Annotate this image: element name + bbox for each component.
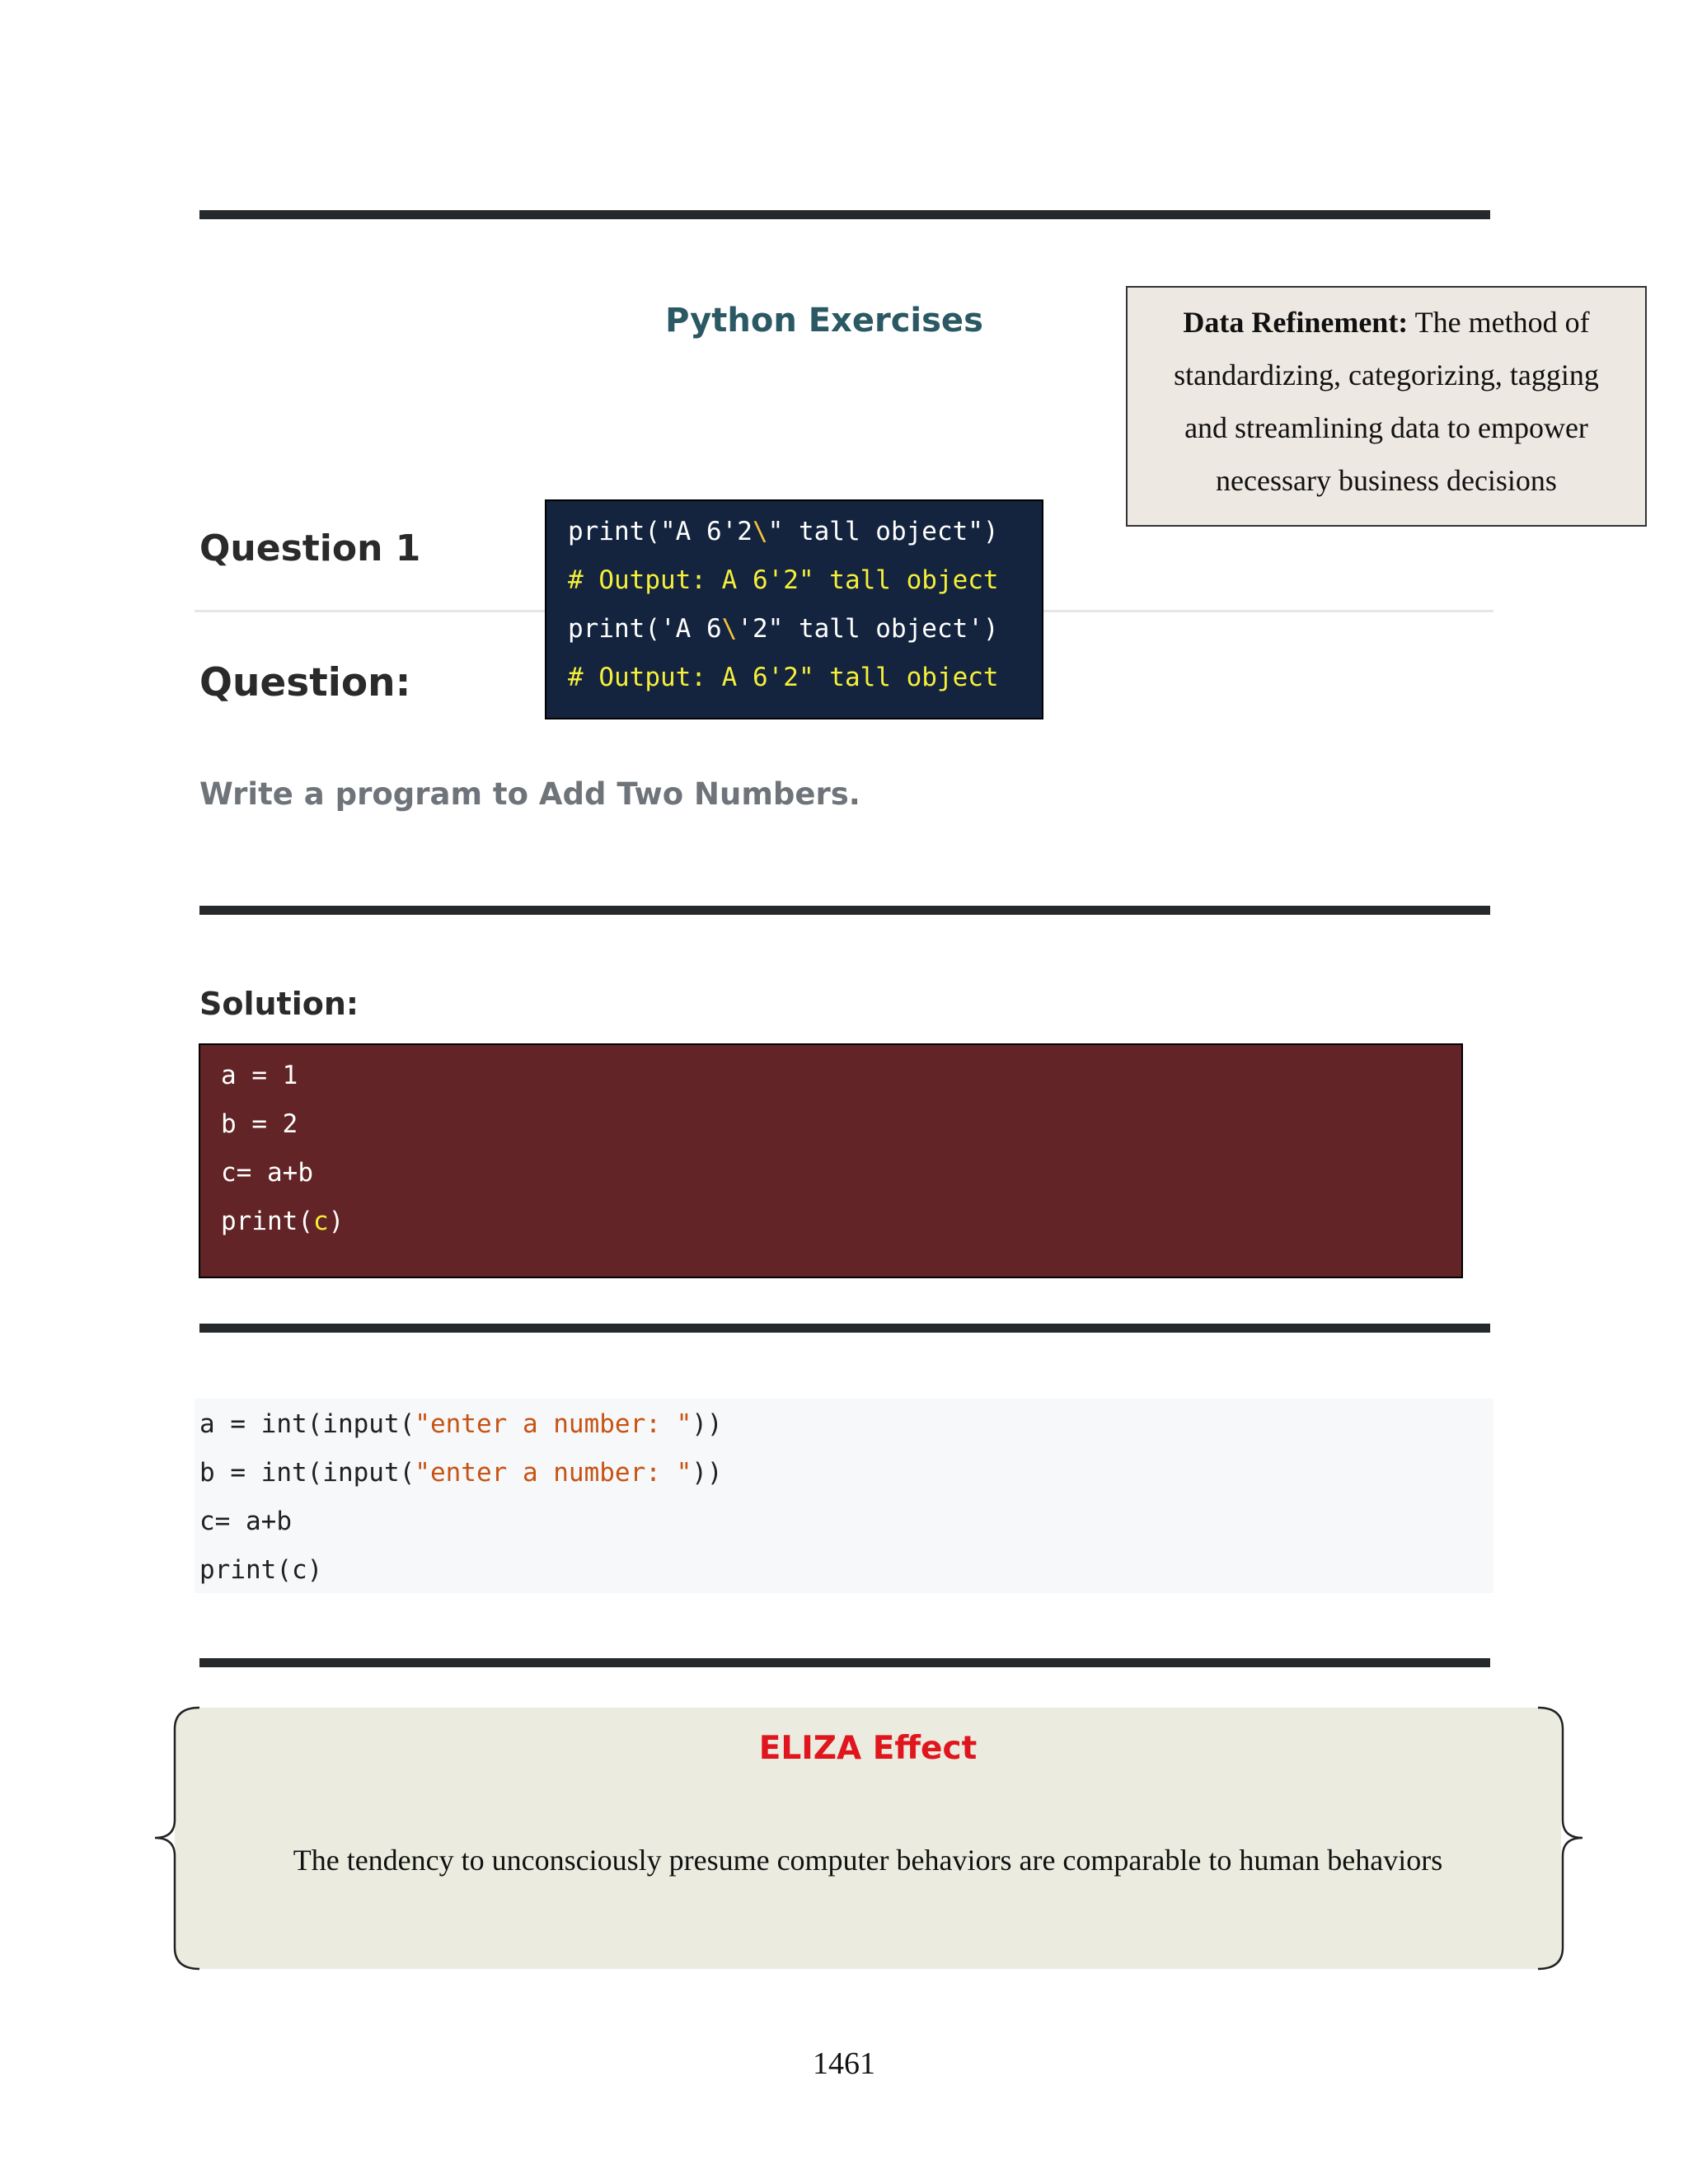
code-line: b = int(input("enter a number: "))	[199, 1458, 723, 1488]
escape-code-block	[545, 499, 1043, 719]
section-divider	[199, 1324, 1490, 1333]
section-divider	[199, 1658, 1490, 1667]
code-line: print('A 6\'2" tall object')	[568, 614, 999, 644]
definition-line-2: standardizing, categorizing, tagging	[1174, 359, 1599, 391]
definition-line-4: necessary business decisions	[1216, 464, 1557, 497]
code-line: c= a+b	[199, 1507, 292, 1536]
definition-box	[1126, 286, 1647, 527]
code-line: b = 2	[221, 1109, 298, 1139]
question-number-heading: Question 1	[199, 527, 421, 569]
code-line: a = 1	[221, 1061, 298, 1090]
code-comment-line: # Output: A 6'2" tall object	[568, 663, 999, 692]
escape-char: \	[752, 517, 768, 546]
definition-term: Data Refinement:	[1183, 306, 1409, 339]
definition-line-1	[1160, 296, 1612, 349]
string-literal: "enter a number: "	[415, 1409, 692, 1439]
string-literal: "enter a number: "	[415, 1458, 692, 1488]
solution-label: Solution:	[199, 986, 359, 1022]
code-line: print("A 6'2\" tall object")	[568, 517, 999, 546]
highlighted-token: c	[312, 1207, 329, 1236]
definition-line-3: and streamlining data to empower	[1184, 411, 1588, 444]
definition-line-1-text: The method of	[1414, 306, 1590, 339]
top-divider	[199, 210, 1490, 219]
code-comment-line: # Output: A 6'2" tall object	[568, 565, 999, 595]
page-title-text: Python Exercises	[665, 302, 983, 340]
code-line: print(c)	[199, 1555, 323, 1585]
eliza-text: The tendency to unconsciously presume computer behaviors are comparable to human behaviors	[293, 1844, 1443, 1877]
section-divider	[199, 906, 1490, 915]
code-line: a = int(input("enter a number: "))	[199, 1409, 723, 1439]
question-label: Question:	[199, 660, 411, 705]
solution-code-block	[199, 1043, 1463, 1278]
eliza-title: ELIZA Effect	[758, 1730, 978, 1767]
question-text: Write a program to Add Two Numbers.	[199, 776, 860, 812]
page-number: 1461	[813, 2046, 875, 2081]
escape-char: \	[721, 614, 738, 644]
code-line: print(c)	[221, 1207, 345, 1236]
code-line: c= a+b	[221, 1158, 313, 1188]
input-code-block	[195, 1399, 1493, 1593]
